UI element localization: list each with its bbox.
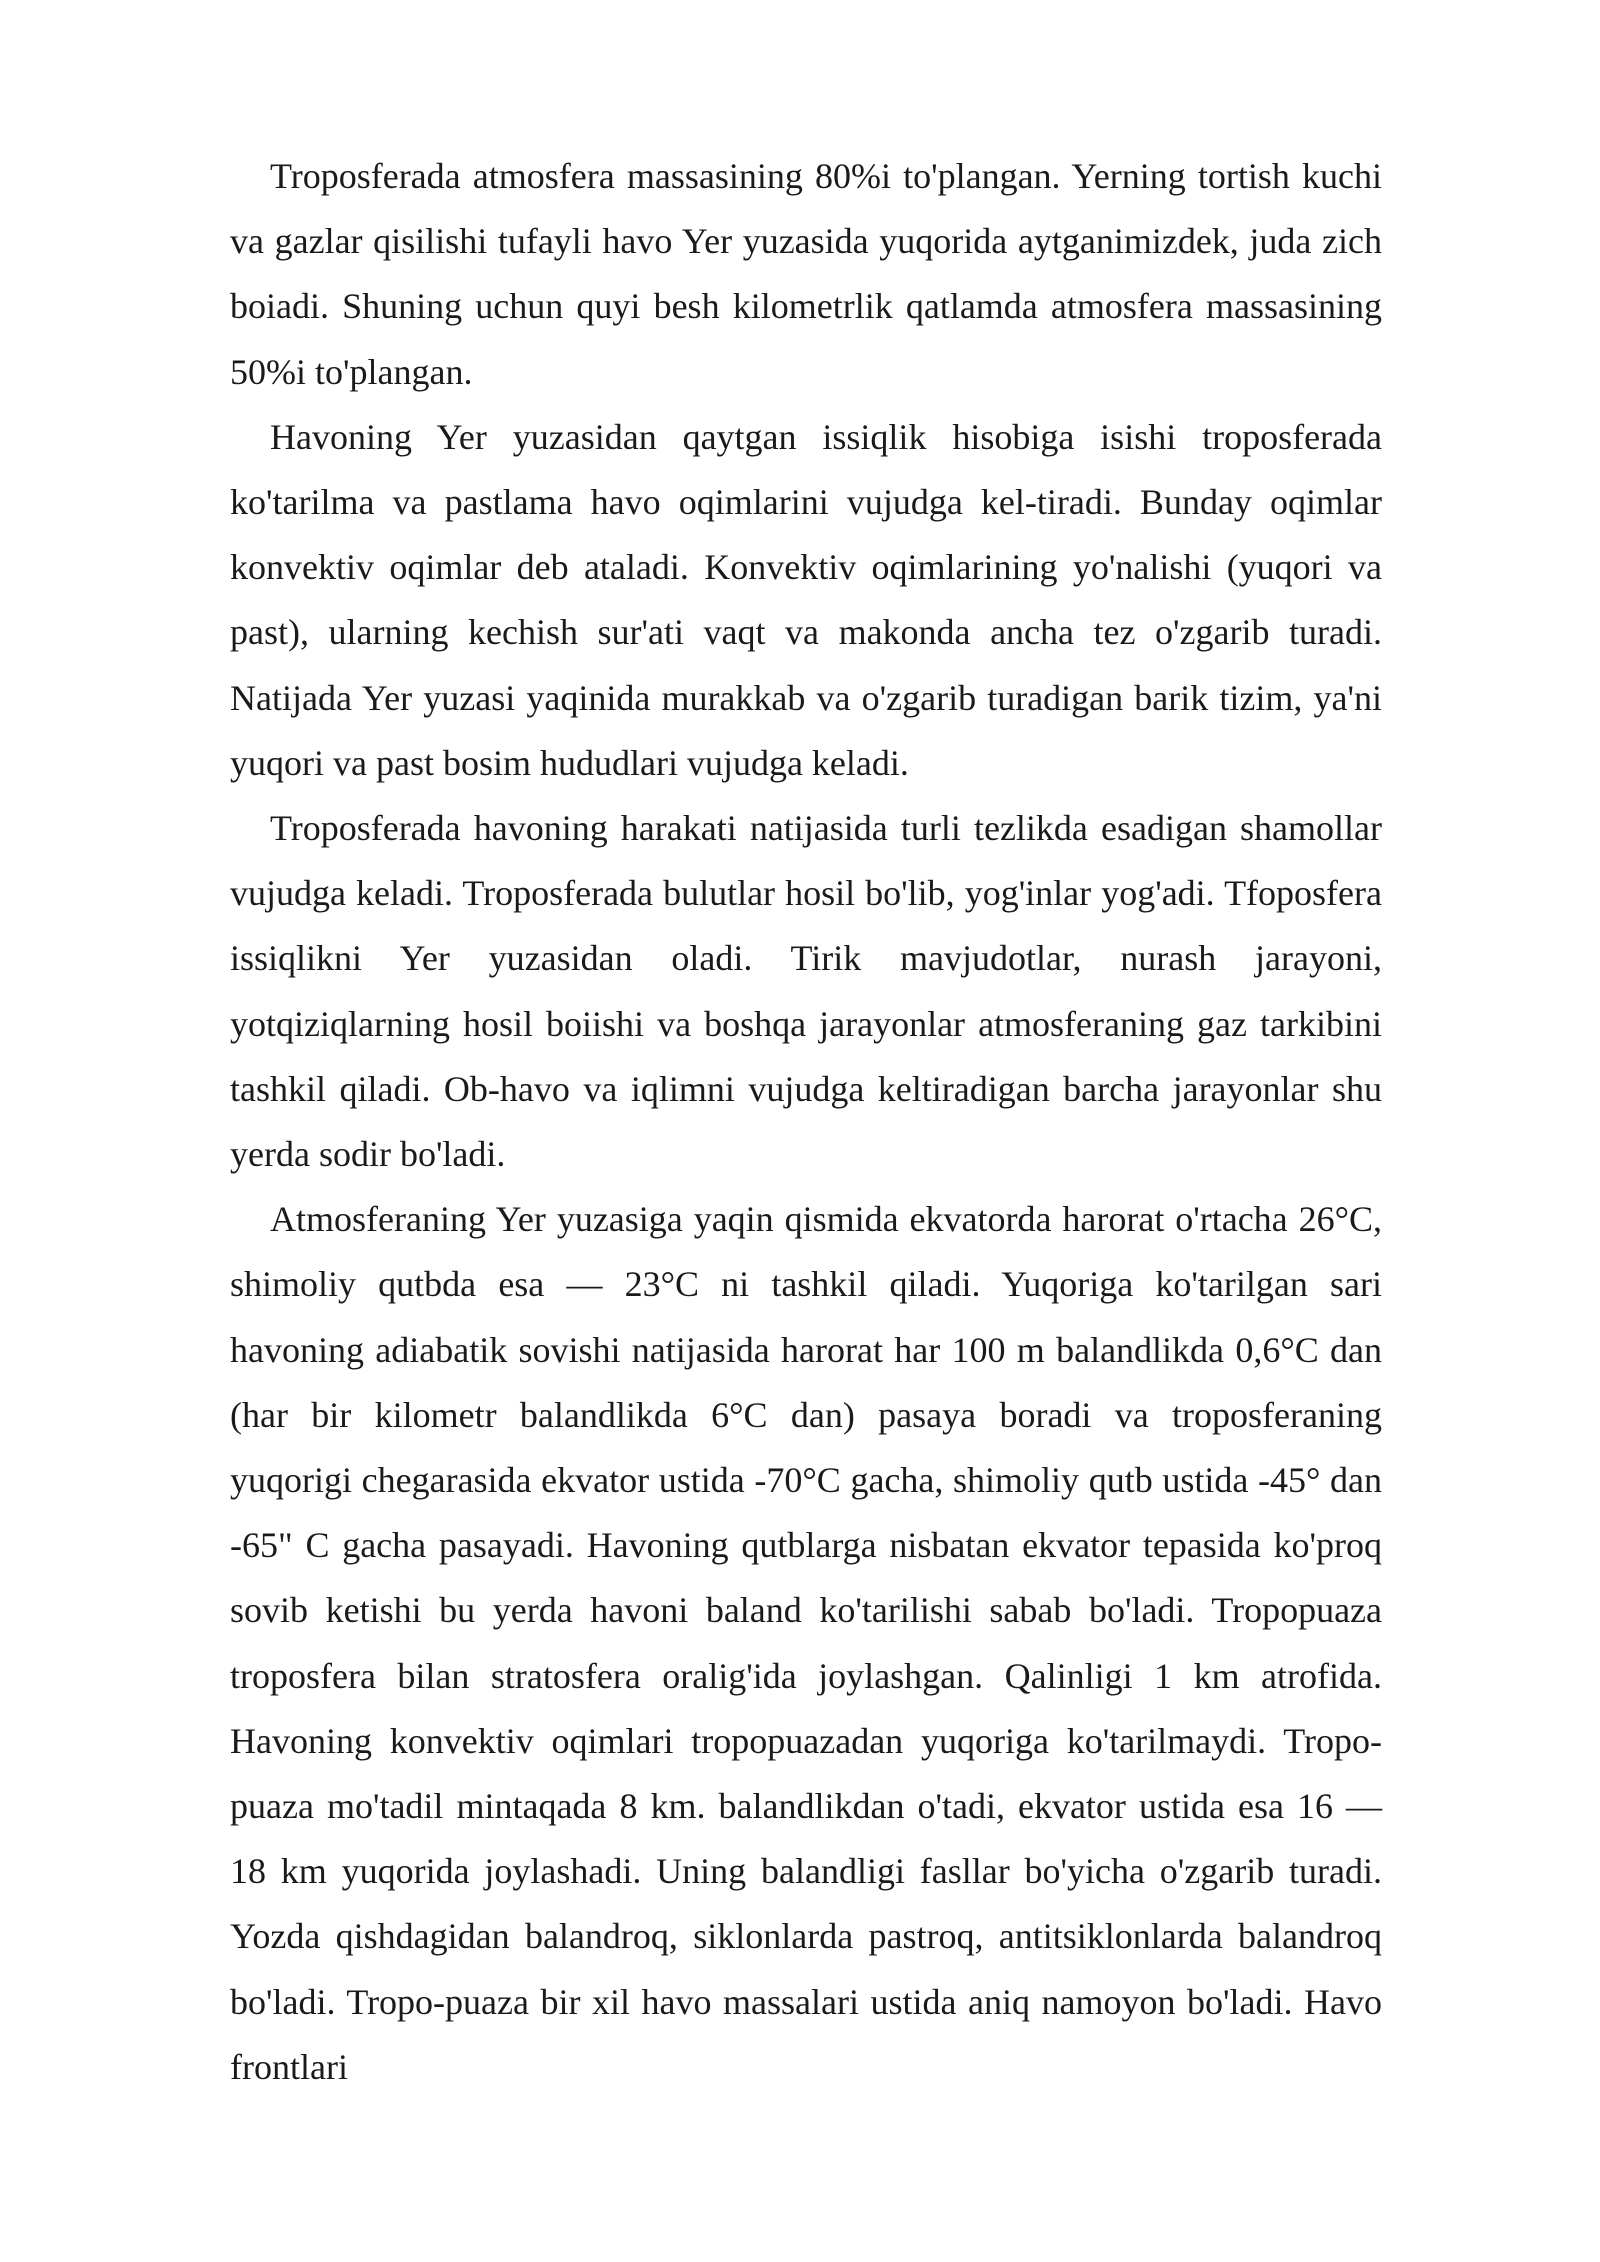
paragraph-1: Troposferada atmosfera massasining 80%i to'plangan. Yerning tortish kuchi va gazlar qisilishi tufayli havo Yer yuzasida yuqorida aytganimizdek, juda zich boiadi. Shuning uchun quyi besh kilometrlik qatlamda atmosfera massasining 50%i to'plangan. <box>230 156 1382 392</box>
document-body <box>230 144 1382 2100</box>
paragraph-3: Troposferada havoning harakati natijasida turli tezlikda esadigan shamollar vujudga keladi. Troposferada bulutlar hosil bo'lib, yog'inlar yog'adi. Tfoposfera issiqlikni Yer yuzasidan oladi. Tirik mavjudotlar, nurash jarayoni, yotqiziqlarning hosil boiishi va boshqa jarayonlar atmosferaning gaz tarkibini tashkil qiladi. Ob-havo va iqlimni vujudga keltiradigan barcha jarayonlar shu yerda sodir bo'ladi. <box>230 808 1382 1175</box>
paragraph-2: Havoning Yer yuzasidan qaytgan issiqlik hisobiga isishi troposferada ko'tarilma va pastlama havo oqimlarini vujudga kel-tiradi. Bunday oqimlar konvektiv oqimlar deb ataladi. Konvektiv oqimlarining yo'nalishi (yuqori va past), ularning kechish sur'ati vaqt va makonda ancha tez o'zgarib turadi. Natijada Yer yuzasi yaqinida murakkab va o'zgarib turadigan barik tizim, ya'ni yuqori va past bosim hududlari vujudga keladi. <box>230 416 1382 783</box>
paragraph-4: Atmosferaning Yer yuzasiga yaqin qismida ekvatorda harorat o'rtacha 26°C, shimoliy qutbda esa — 23°C ni tashkil qiladi. Yuqoriga ko'tarilgan sari havoning adiabatik sovishi natijasida harorat har 100 m balandlikda 0,6°C dan (har bir kilometr balandlikda 6°C dan) pasaya boradi va troposferaning yuqorigi chegarasida ekvator ustida -70°C gacha, shimoliy qutb ustida -45° dan -65" C gacha pasayadi. Havoning qutblarga nisbatan ekvator tepasida ko'proq sovib ketishi bu yerda havoni baland ko'tarilishi sabab bo'ladi. Tropopuaza troposfera bilan stratosfera oralig'ida joylashgan. Qalinligi 1 km atrofida. Havoning konvektiv oqimlari tropopuazadan yuqoriga ko'tarilmaydi. Tropo-puaza mo'tadil mintaqada 8 km. balandlikdan o'tadi, ekvator ustida esa 16 — 18 km yuqorida joylashadi. Uning balandligi fasllar bo'yicha o'zgarib turadi. Yozda qishdagidan balandroq, siklonlarda pastroq, antitsiklonlarda balandroq bo'ladi. Tropo-puaza bir xil havo massalari ustida aniq namoyon bo'ladi. Havo frontlari <box>230 1199 1382 2087</box>
